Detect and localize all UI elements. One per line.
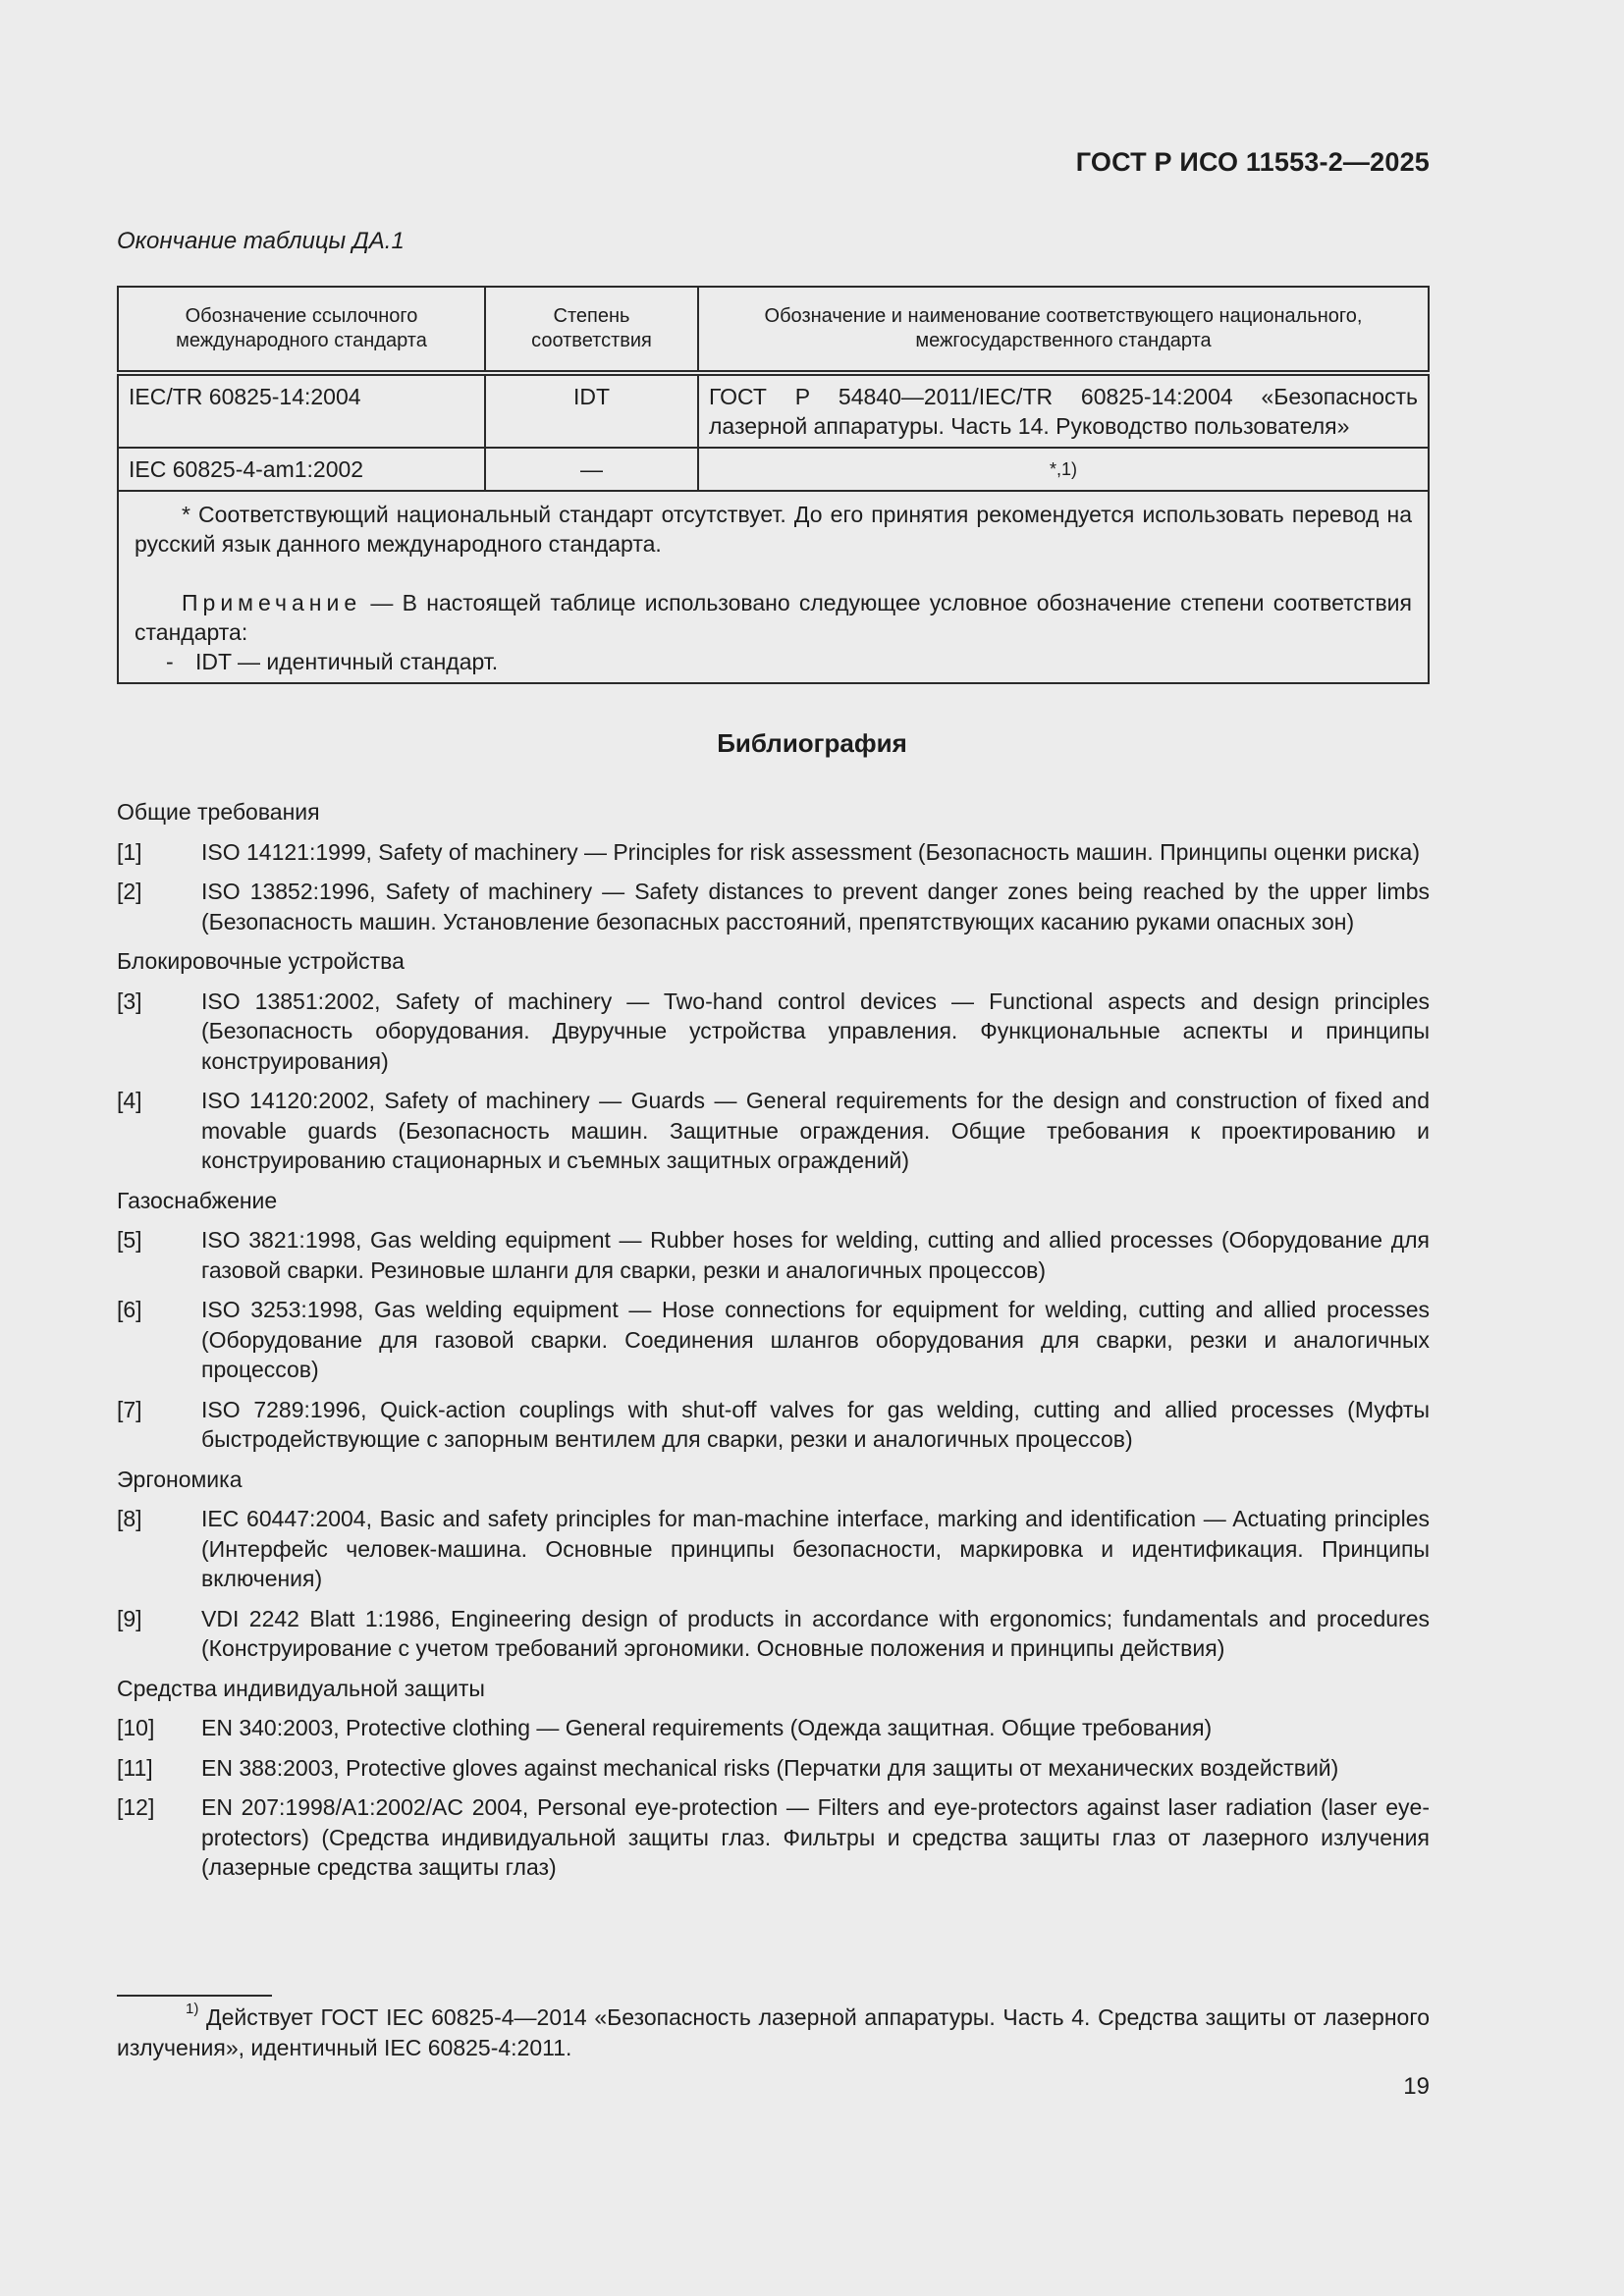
entry-text: ISO 3253:1998, Gas welding equipment — Hose connections for equipment for welding, cutting and allied processes (Оборудование для газовой сварки. Соединения шлангов оборудования для сварки, резки и аналогичных процессов) <box>201 1297 1430 1382</box>
footnote <box>117 2002 1430 2063</box>
entry-number: [10] <box>117 1715 155 1740</box>
entry-number: [11] <box>117 1754 153 1781</box>
footnote-text: Действует ГОСТ IEC 60825-4—2014 «Безопасность лазерной аппаратуры. Часть 4. Средства защиты от лазерного излучения», идентичный IEC 60825-4:2011. <box>117 2004 1431 2060</box>
table-notes <box>118 491 1429 683</box>
note-item-text: IDT — идентичный стандарт. <box>195 649 499 674</box>
section-heading: Общие требования <box>117 799 320 825</box>
entry-text: EN 207:1998/A1:2002/AC 2004, Personal eye-protection — Filters and eye-protectors against laser radiation (laser eye-protectors) (Средства индивидуальной защиты глаз. Фильтры и средства защиты глаз от лазерного излучения (лазерные средства защиты глаз) <box>201 1794 1430 1880</box>
entry-number: [8] <box>117 1506 142 1531</box>
entry-text: ISO 14120:2002, Safety of machinery — Guards — General requirements for the design and construction of fixed and movable guards (Безопасность машин. Защитные ограждения. Общие требования к проектированию и конструированию стационарных и съемных защитных ограждений) <box>201 1088 1430 1173</box>
bibliography-list <box>117 797 1430 1893</box>
cell-national: ГОСТ Р 54840—2011/IEC/TR 60825-14:2004 «Безопасность лазерной аппаратуры. Часть 14. Руководство пользователя» <box>698 373 1429 448</box>
note-text: — В настоящей таблице использовано следующее условное обозначение степени соответствия стандарта: <box>135 590 1412 645</box>
footnote-divider <box>117 1995 272 1997</box>
standards-table <box>117 286 1430 684</box>
entry-text: ISO 13851:2002, Safety of machinery — Two-hand control devices — Functional aspects and design principles (Безопасность оборудования. Двуручные устройства управления. Функциональные аспекты и принципы конструирования) <box>201 988 1430 1074</box>
entry-text: VDI 2242 Blatt 1:1986, Engineering design of products in accordance with ergonomics; fundamentals and procedures (Конструирование с учетом требований эргономики. Основные положения и принципы действия) <box>201 1605 1430 1661</box>
bibliography-entry <box>117 1604 1430 1664</box>
entry-text: ISO 14121:1999, Safety of machinery — Principles for risk assessment (Безопасность машин. Принципы оценки риска) <box>201 838 1421 865</box>
bibliography-entry <box>117 877 1430 936</box>
table-header-row <box>118 287 1429 373</box>
footnote-marker: 1) <box>186 2001 199 2017</box>
table-notes-row <box>118 491 1429 683</box>
table-row <box>118 373 1429 448</box>
table-caption: Окончание таблицы ДА.1 <box>117 228 405 254</box>
section-heading: Блокировочные устройства <box>117 948 405 974</box>
cell-ref: IEC/TR 60825-14:2004 <box>118 373 485 448</box>
bibliography-entry <box>117 1504 1430 1594</box>
entry-number: [3] <box>117 988 142 1014</box>
entry-number: [5] <box>117 1227 142 1253</box>
entry-number: [6] <box>117 1297 142 1322</box>
section-heading: Газоснабжение <box>117 1187 278 1213</box>
entry-number: [7] <box>117 1396 142 1422</box>
bibliography-entry <box>117 987 1430 1077</box>
entry-text: IEC 60447:2004, Basic and safety principles for man-machine interface, marking and identification — Actuating principles (Интерфейс человек-машина. Основные принципы безопасности, маркировка и идентификация. Принципы включения) <box>201 1506 1430 1591</box>
bibliography-entry <box>117 1713 1430 1743</box>
bibliography-entry <box>117 1753 1430 1784</box>
bibliography-entry <box>117 1792 1430 1883</box>
cell-degree: IDT <box>485 373 698 448</box>
column-header-degree: Степень соответствия <box>485 287 698 373</box>
bibliography-entry <box>117 1086 1430 1176</box>
document-code-header: ГОСТ Р ИСО 11553-2—2025 <box>1075 147 1430 177</box>
cell-ref: IEC 60825-4-am1:2002 <box>118 448 485 491</box>
note-list-item <box>135 647 1412 676</box>
table-note <box>135 588 1412 647</box>
star-note: * Соответствующий национальный стандарт отсутствует. До его принятия рекомендуется использовать перевод на русский язык данного международного стандарта. <box>135 502 1412 557</box>
table-row <box>118 448 1429 491</box>
section-heading: Средства индивидуальной защиты <box>117 1675 485 1701</box>
note-item-marker: - <box>166 649 174 674</box>
column-header-national: Обозначение и наименование соответствующего национального, межгосударственного стандарта <box>698 287 1429 373</box>
entry-text: ISO 3821:1998, Gas welding equipment — Rubber hoses for welding, cutting and allied processes (Оборудование для газовой сварки. Резиновые шланги для сварки, резки и аналогичных процессов) <box>201 1227 1430 1283</box>
bibliography-entry <box>117 1395 1430 1455</box>
entry-number: [9] <box>117 1605 142 1631</box>
column-header-ref: Обозначение ссылочного международного стандарта <box>118 287 485 373</box>
cell-degree: — <box>485 448 698 491</box>
entry-text: EN 388:2003, Protective gloves against mechanical risks (Перчатки для защиты от механических воздействий) <box>201 1754 1339 1781</box>
cell-national: *,1) <box>698 448 1429 491</box>
entry-number: [4] <box>117 1088 142 1113</box>
bibliography-entry <box>117 837 1430 868</box>
entry-number: [12] <box>117 1794 155 1820</box>
entry-number: [1] <box>117 838 142 865</box>
entry-text: EN 340:2003, Protective clothing — General requirements (Одежда защитная. Общие требования) <box>201 1715 1213 1740</box>
bibliography-entry <box>117 1295 1430 1385</box>
section-heading: Эргономика <box>117 1466 243 1492</box>
note-label: Примечание <box>182 590 362 615</box>
bibliography-title: Библиография <box>717 728 907 758</box>
entry-number: [2] <box>117 879 142 904</box>
bibliography-entry <box>117 1225 1430 1285</box>
entry-text: ISO 7289:1996, Quick-action couplings with shut-off valves for gas welding, cutting and allied processes (Муфты быстродействующие с запорным вентилем для сварки, резки и аналогичных процессов) <box>201 1396 1430 1452</box>
entry-text: ISO 13852:1996, Safety of machinery — Safety distances to prevent danger zones being reached by the upper limbs (Безопасность машин. Установление безопасных расстояний, препятствующих касанию руками опасных зон) <box>201 879 1430 934</box>
page-number: 19 <box>1403 2073 1430 2100</box>
